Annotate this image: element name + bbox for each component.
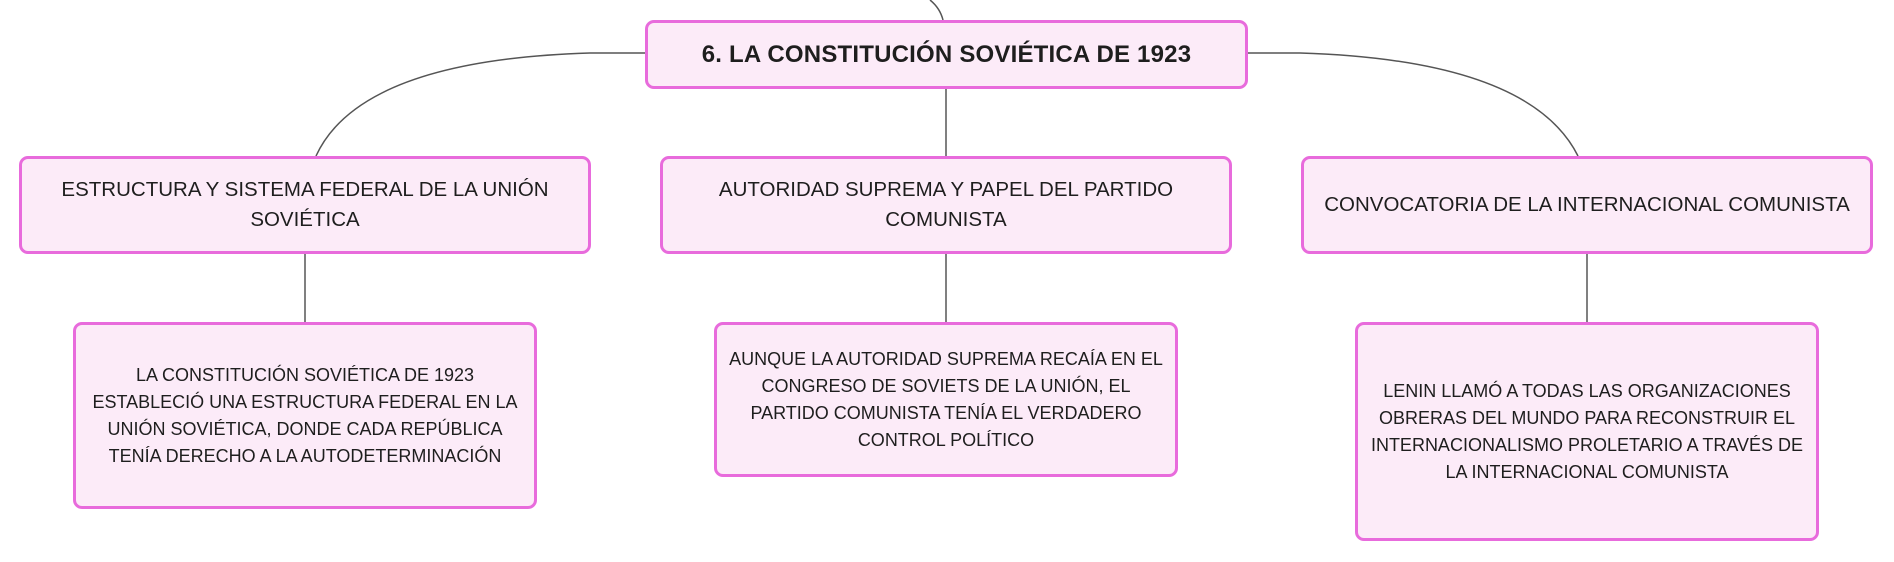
- detail-topic-text: AUNQUE LA AUTORIDAD SUPREMA RECAÍA EN EL CONGRESO DE SOVIETS DE LA UNIÓN, EL PARTIDO COMUNISTA TENÍA EL VERDADERO CONTROL POLÍTICO: [729, 348, 1163, 450]
- root-topic-label: 6. LA CONSTITUCIÓN SOVIÉTICA DE 1923: [701, 40, 1192, 68]
- branch-topic-label: ESTRUCTURA Y SISTEMA FEDERAL DE LA UNIÓN SOVIÉTICA: [61, 178, 549, 231]
- detail-topic-communist-international[interactable]: [1355, 322, 1819, 541]
- connector-root-to-branch-1: [316, 53, 645, 156]
- branch-topic-federal-structure[interactable]: [19, 156, 591, 254]
- detail-topic-text: LA CONSTITUCIÓN SOVIÉTICA DE 1923 ESTABLECIÓ UNA ESTRUCTURA FEDERAL EN LA UNIÓN SOVIÉTICA, DONDE CADA REPÚBLICA TENÍA DERECHO A LA AUTODETERMINACIÓN: [92, 364, 518, 466]
- branch-topic-label: AUTORIDAD SUPREMA Y PAPEL DEL PARTIDO COMUNISTA: [718, 178, 1174, 231]
- root-topic[interactable]: [645, 20, 1248, 89]
- branch-topic-label: CONVOCATORIA DE LA INTERNACIONAL COMUNISTA: [1324, 193, 1850, 216]
- branch-topic-communist-international[interactable]: [1301, 156, 1873, 254]
- detail-topic-federal-structure[interactable]: [73, 322, 537, 509]
- connector-root-to-branch-3: [1248, 53, 1578, 156]
- connector-parent-to-root: [930, 0, 943, 20]
- branch-topic-supreme-authority[interactable]: [660, 156, 1232, 254]
- detail-topic-supreme-authority[interactable]: [714, 322, 1178, 477]
- detail-topic-text: LENIN LLAMÓ A TODAS LAS ORGANIZACIONES OBRERAS DEL MUNDO PARA RECONSTRUIR EL INTERNACIONALISMO PROLETARIO A TRAVÉS DE LA INTERNACIONAL COMUNISTA: [1370, 380, 1804, 482]
